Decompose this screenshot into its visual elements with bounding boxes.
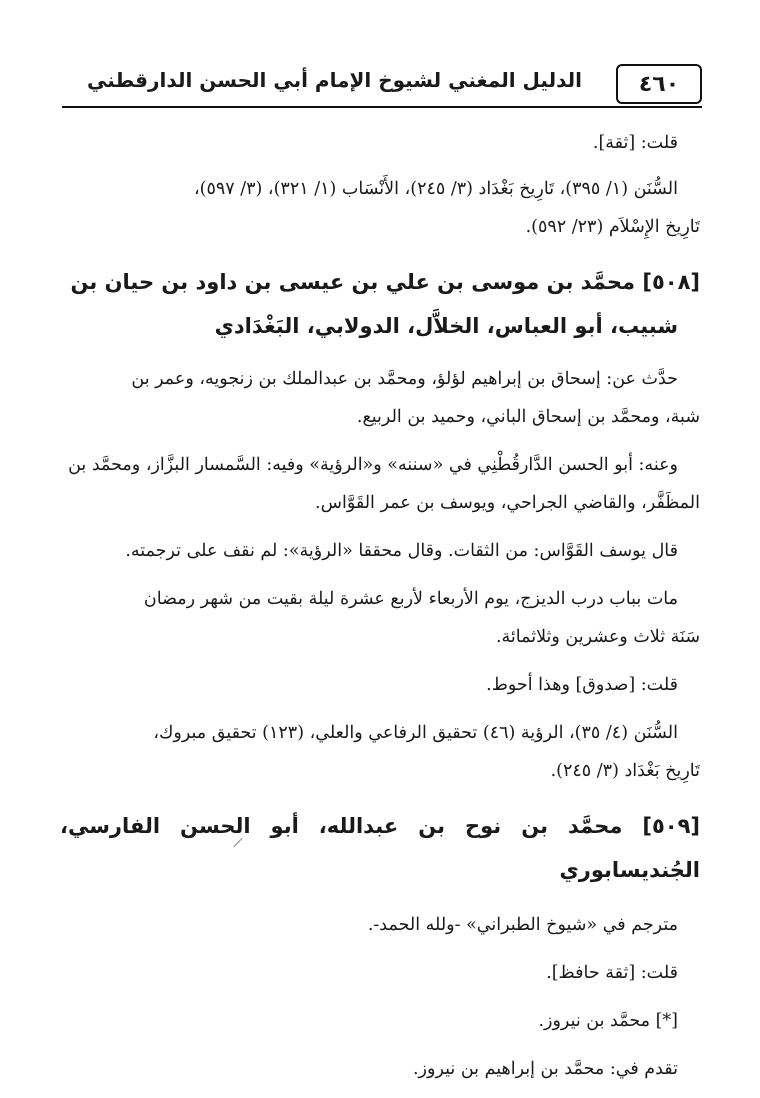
- previous-entry-verdict: قلت: [ثقة].: [592, 133, 678, 153]
- sources-line: تَارِيخ بَغْدَاد (٣/ ٢٤٥).: [550, 761, 700, 781]
- cross-ref-see: تقدم في: محمَّد بن إبراهيم بن نيروز.: [412, 1059, 678, 1079]
- page-number: ٤٦٠: [638, 71, 680, 97]
- previous-entry-sources: [60, 170, 700, 246]
- cross-ref-name: [*] محمَّد بن نيروز.: [538, 1011, 678, 1031]
- running-title: الدليل المغني لشيوخ الإمام أبي الحسن الدارقطني: [87, 68, 582, 92]
- entry-508-verdict: قلت: [صدوق] وهذا أحوط.: [486, 675, 678, 695]
- text-line: المظَفَّر، والقاضي الجراحي، ويوسف بن عمر القَوَّاس.: [315, 493, 700, 513]
- text-line: وعنه: أبو الحسن الدَّارقُطْنِي في «سننه» و«الرؤية» وفيه: السَّمسار البزَّاز، ومحمَّد بن: [68, 455, 678, 475]
- entry-509-verdict: قلت: [ثقة حافظ].: [546, 963, 678, 983]
- entry-509-heading: [٥٠٩] محمَّد بن نوح بن عبدالله، أبو الحسن الفارسي، الجُنديسابوري: [60, 814, 700, 882]
- entry-508-assessment: قال يوسف القَوَّاس: من الثقات. وقال محققا «الرؤية»: لم نقف على ترجمته.: [125, 541, 678, 561]
- entry-508-teachers: [60, 360, 700, 436]
- page-content: [60, 124, 700, 1098]
- sources-line: السُّنَن (١/ ٣٩٥)، تَارِيخ بَغْدَاد (٣/ ٢٤٥)، الأَنْسَاب (١/ ٣٢١)، (٣/ ٥٩٧)،: [193, 179, 678, 199]
- page-header: [62, 64, 702, 108]
- page-number-box: [616, 64, 702, 104]
- heading-line: شبيب، أبو العباس، الخلاَّل، الدولابي، البَغْدَادي: [214, 314, 678, 338]
- entry-509-note: مترجم في «شيوخ الطبراني» -ولله الحمد-.: [367, 915, 678, 935]
- header-rule: [62, 106, 702, 108]
- text-line: حدَّث عن: إسحاق بن إبراهيم لؤلؤ، ومحمَّد بن عبدالملك بن زنجويه، وعمر بن: [131, 369, 678, 389]
- entry-508-sources: [60, 714, 700, 790]
- heading-line: [٥٠٨] محمَّد بن موسى بن علي بن عيسى بن داود بن حيان بن: [70, 270, 700, 294]
- sources-line: تَارِيخ الإِسْلاَم (٢٣/ ٥٩٢).: [525, 217, 700, 237]
- entry-508-death: [60, 580, 700, 656]
- entry-508-students: [60, 446, 700, 522]
- entry-508-heading: [60, 260, 700, 348]
- text-line: سَنَة ثلاث وعشرين وثلاثمائة.: [495, 627, 700, 647]
- sources-line: السُّنَن (٤/ ٣٥)، الرؤية (٤٦) تحقيق الرفاعي والعلي، (١٢٣) تحقيق مبروك،: [153, 723, 678, 743]
- text-line: مات بباب درب الديزج، يوم الأربعاء لأربع عشرة ليلة بقيت من شهر رمضان: [143, 589, 678, 609]
- text-line: شبة، ومحمَّد بن إسحاق الباني، وحميد بن الربيع.: [356, 407, 700, 427]
